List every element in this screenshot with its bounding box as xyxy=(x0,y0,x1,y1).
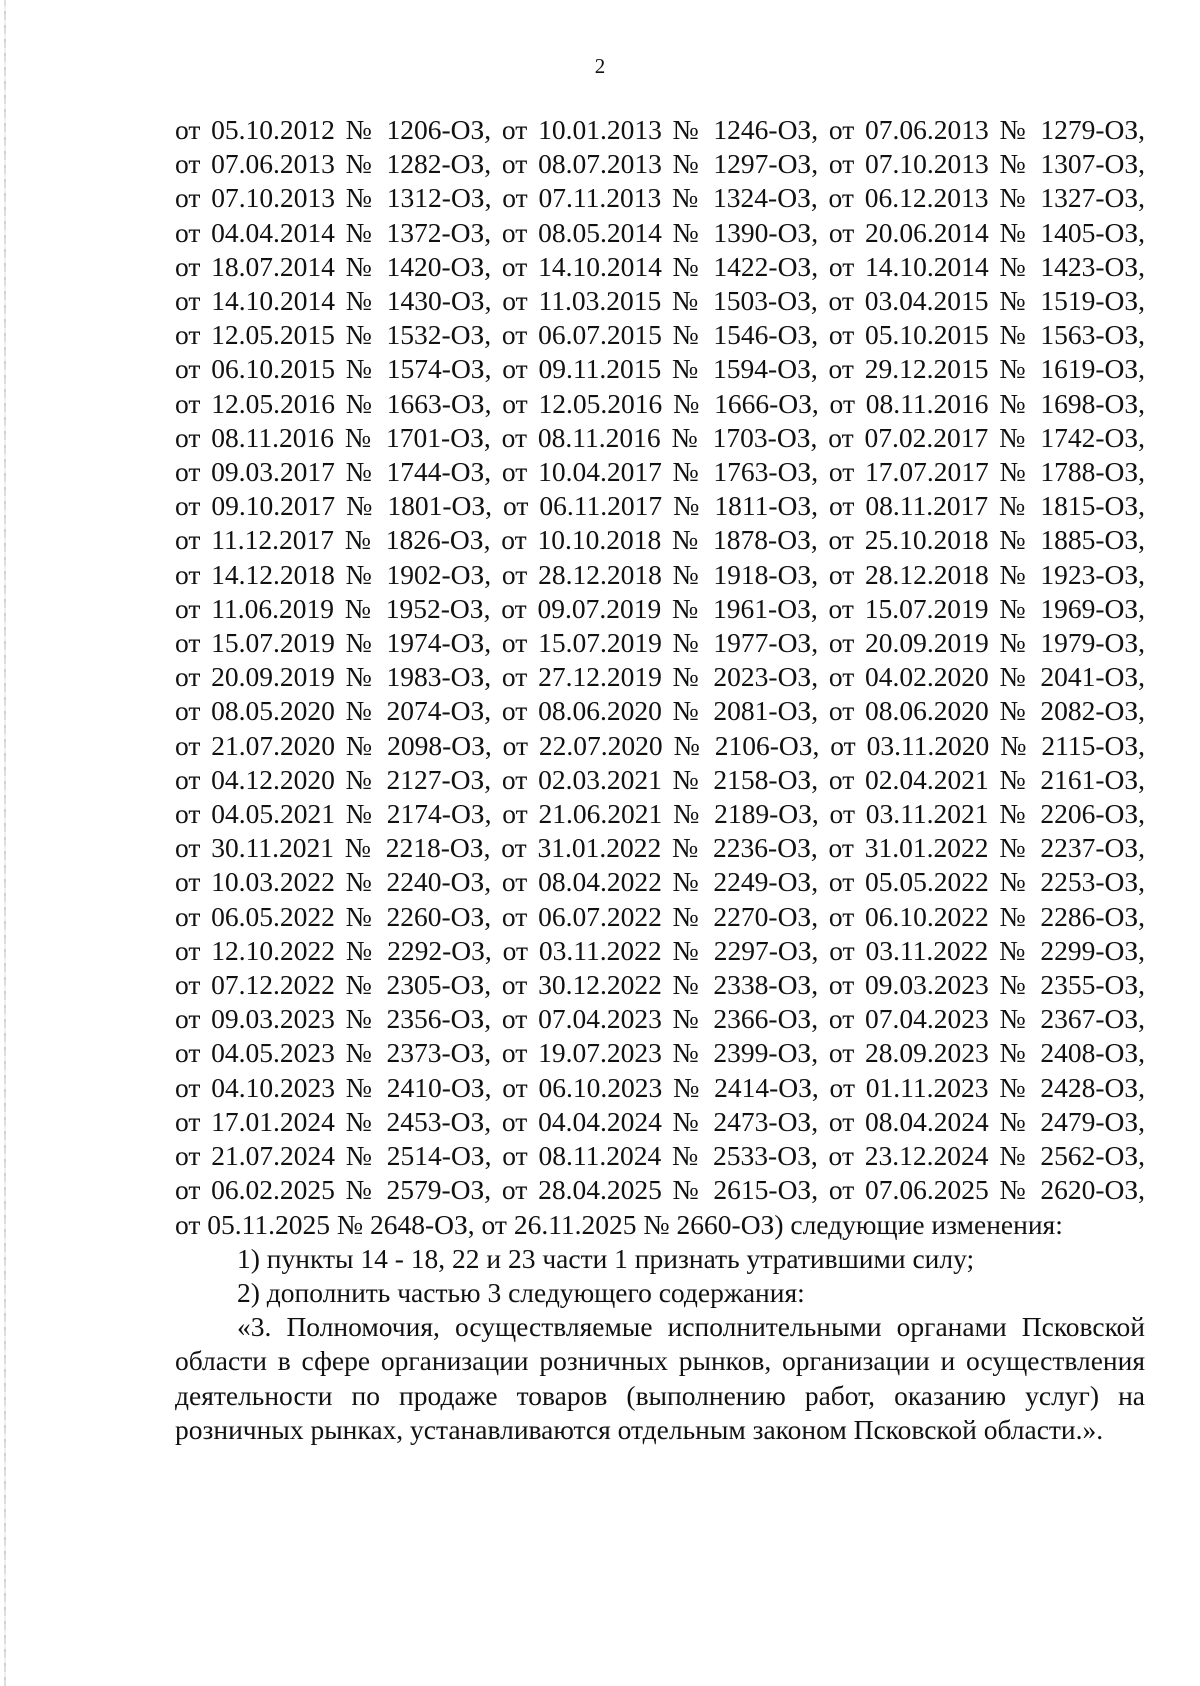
citation-line: от 09.03.2023 № 2356-ОЗ, от 07.04.2023 № 2366-ОЗ, от 07.04.2023 № 2367-ОЗ, xyxy=(175,1003,1145,1035)
citation-line: от 12.05.2015 № 1532-ОЗ, от 06.07.2015 № 1546-ОЗ, от 05.10.2015 № 1563-ОЗ, xyxy=(175,319,1145,351)
citation-line: от 04.12.2020 № 2127-ОЗ, от 02.03.2021 № 2158-ОЗ, от 02.04.2021 № 2161-ОЗ, xyxy=(175,763,1145,795)
citation-line: от 14.12.2018 № 1902-ОЗ, от 28.12.2018 № 1918-ОЗ, от 28.12.2018 № 1923-ОЗ, xyxy=(175,558,1145,590)
citation-line: от 05.11.2025 № 2648-ОЗ, от 26.11.2025 № 2660-ОЗ) следующие изменения: xyxy=(175,1208,1063,1240)
document-body xyxy=(175,113,1145,1447)
citation-line: от 04.10.2023 № 2410-ОЗ, от 06.10.2023 № 2414-ОЗ, от 01.11.2023 № 2428-ОЗ, xyxy=(175,1071,1145,1103)
citation-line: от 07.12.2022 № 2305-ОЗ, от 30.12.2022 № 2338-ОЗ, от 09.03.2023 № 2355-ОЗ, xyxy=(175,969,1145,1001)
citation-line: от 21.07.2020 № 2098-ОЗ, от 22.07.2020 № 2106-ОЗ, от 03.11.2020 № 2115-ОЗ, xyxy=(175,729,1145,761)
citation-line: от 05.10.2012 № 1206-ОЗ, от 10.01.2013 № 1246-ОЗ, от 07.06.2013 № 1279-ОЗ, xyxy=(175,114,1145,145)
scan-edge-artifact xyxy=(4,0,6,1686)
citation-line: от 14.10.2014 № 1430-ОЗ, от 11.03.2015 № 1503-ОЗ, от 03.04.2015 № 1519-ОЗ, xyxy=(175,285,1145,317)
citation-line: от 06.10.2015 № 1574-ОЗ, от 09.11.2015 № 1594-ОЗ, от 29.12.2015 № 1619-ОЗ, xyxy=(175,353,1145,385)
citation-line: от 07.06.2013 № 1282-ОЗ, от 08.07.2013 № 1297-ОЗ, от 07.10.2013 № 1307-ОЗ, xyxy=(175,148,1145,180)
citation-line: от 07.10.2013 № 1312-ОЗ, от 07.11.2013 № 1324-ОЗ, от 06.12.2013 № 1327-ОЗ, xyxy=(175,182,1145,214)
citation-line: от 04.05.2023 № 2373-ОЗ, от 19.07.2023 № 2399-ОЗ, от 28.09.2023 № 2408-ОЗ, xyxy=(175,1037,1145,1069)
citation-line: от 09.03.2017 № 1744-ОЗ, от 10.04.2017 № 1763-ОЗ, от 17.07.2017 № 1788-ОЗ, xyxy=(175,456,1145,488)
citation-line: от 10.03.2022 № 2240-ОЗ, от 08.04.2022 № 2249-ОЗ, от 05.05.2022 № 2253-ОЗ, xyxy=(175,866,1145,898)
citation-line: от 09.10.2017 № 1801-ОЗ, от 06.11.2017 № 1811-ОЗ, от 08.11.2017 № 1815-ОЗ, xyxy=(175,490,1145,522)
list-item-2: 2) дополнить частью 3 следующего содержания: xyxy=(237,1276,805,1308)
quoted-paragraph: «3. Полномочия, осуществляемые исполнительными органами Псковской области в сфере организации розничных рынков, организации и осуществления деятельности по продаже товаров (выполнению работ, оказанию услуг) на розничных рынках, устанавливаются отдельным законом Псковской области.». xyxy=(175,1311,1145,1445)
citation-list xyxy=(175,113,1145,1242)
citation-line: от 20.09.2019 № 1983-ОЗ, от 27.12.2019 № 2023-ОЗ, от 04.02.2020 № 2041-ОЗ, xyxy=(175,661,1145,693)
citation-line: от 17.01.2024 № 2453-ОЗ, от 04.04.2024 № 2473-ОЗ, от 08.04.2024 № 2479-ОЗ, xyxy=(175,1105,1145,1137)
citation-line: от 06.02.2025 № 2579-ОЗ, от 28.04.2025 № 2615-ОЗ, от 07.06.2025 № 2620-ОЗ, xyxy=(175,1174,1145,1206)
citation-line: от 11.06.2019 № 1952-ОЗ, от 09.07.2019 № 1961-ОЗ, от 15.07.2019 № 1969-ОЗ, xyxy=(175,592,1145,624)
citation-line: от 21.07.2024 № 2514-ОЗ, от 08.11.2024 № 2533-ОЗ, от 23.12.2024 № 2562-ОЗ, xyxy=(175,1140,1145,1172)
citation-line: от 12.10.2022 № 2292-ОЗ, от 03.11.2022 № 2297-ОЗ, от 03.11.2022 № 2299-ОЗ, xyxy=(175,934,1145,966)
page-number: 2 xyxy=(594,54,606,78)
citation-line: от 30.11.2021 № 2218-ОЗ, от 31.01.2022 № 2236-ОЗ, от 31.01.2022 № 2237-ОЗ, xyxy=(175,832,1145,864)
citation-line: от 08.11.2016 № 1701-ОЗ, от 08.11.2016 № 1703-ОЗ, от 07.02.2017 № 1742-ОЗ, xyxy=(175,421,1145,453)
citation-line: от 18.07.2014 № 1420-ОЗ, от 14.10.2014 № 1422-ОЗ, от 14.10.2014 № 1423-ОЗ, xyxy=(175,250,1145,282)
citation-line: от 12.05.2016 № 1663-ОЗ, от 12.05.2016 № 1666-ОЗ, от 08.11.2016 № 1698-ОЗ, xyxy=(175,387,1145,419)
citation-line: от 04.04.2014 № 1372-ОЗ, от 08.05.2014 № 1390-ОЗ, от 20.06.2014 № 1405-ОЗ, xyxy=(175,216,1145,248)
list-item-1: 1) пункты 14 - 18, 22 и 23 части 1 признать утратившими силу; xyxy=(237,1242,975,1274)
citation-line: от 11.12.2017 № 1826-ОЗ, от 10.10.2018 № 1878-ОЗ, от 25.10.2018 № 1885-ОЗ, xyxy=(175,524,1145,556)
citation-line: от 08.05.2020 № 2074-ОЗ, от 08.06.2020 № 2081-ОЗ, от 08.06.2020 № 2082-ОЗ, xyxy=(175,695,1145,727)
citation-line: от 15.07.2019 № 1974-ОЗ, от 15.07.2019 № 1977-ОЗ, от 20.09.2019 № 1979-ОЗ, xyxy=(175,627,1145,659)
citation-line: от 06.05.2022 № 2260-ОЗ, от 06.07.2022 № 2270-ОЗ, от 06.10.2022 № 2286-ОЗ, xyxy=(175,900,1145,932)
citation-line: от 04.05.2021 № 2174-ОЗ, от 21.06.2021 № 2189-ОЗ, от 03.11.2021 № 2206-ОЗ, xyxy=(175,798,1145,830)
